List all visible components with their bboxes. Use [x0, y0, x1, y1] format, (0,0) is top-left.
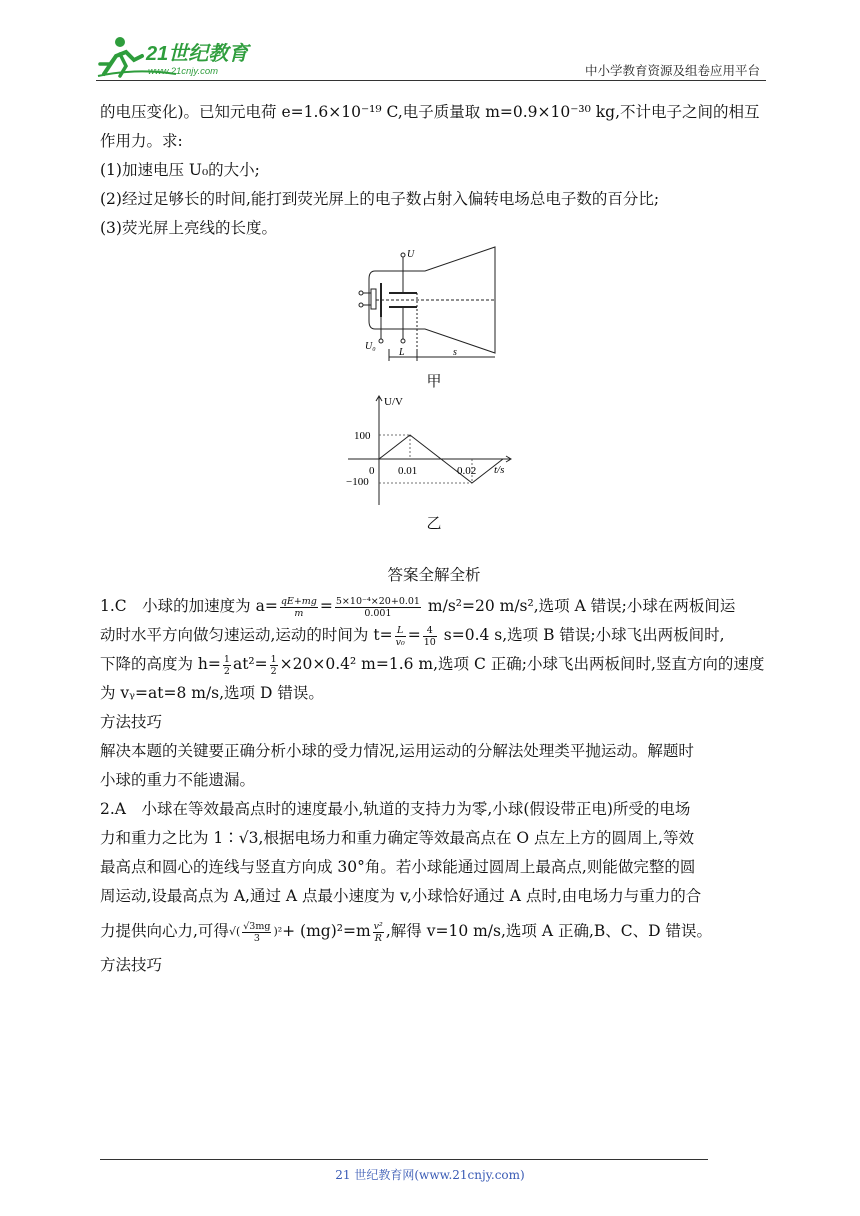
method-tip-1-line-1: 解决本题的关键要正确分析小球的受力情况,运用运动的分解法处理类平抛运动。解题时	[100, 742, 694, 760]
label-U0: U₀	[365, 341, 376, 352]
answer-2-line-1: 2.A 小球在等效最高点时的速度最小,轨道的支持力为零,小球(假设带正电)所受的电场	[100, 800, 691, 818]
answer-1-line-3: 下降的高度为 h= $\frac{1}{2}$ at²= $\frac{1}{2}$ ×20×0.4² m=1.6 m,选项 C 正确;小球飞出两板间时,竖直方向的速度	[100, 653, 765, 677]
footer-divider	[100, 1159, 708, 1160]
site-logo-icon	[96, 34, 266, 80]
logo-url: www.21cnjy.com	[148, 66, 219, 77]
page-header	[96, 34, 766, 82]
caption-jia: 甲	[426, 372, 442, 390]
tick-minus-100: −100	[346, 476, 369, 488]
fraction: $\frac{√3mg}{3}$	[243, 920, 271, 944]
chart-xlabel: t/s	[494, 464, 505, 476]
oscilloscope-tube-diagram	[355, 245, 515, 367]
fraction: $\frac{1}{2}$	[223, 653, 230, 677]
method-tip-title-2: 方法技巧	[100, 956, 163, 974]
question-1: (1)加速电压 U₀的大小;	[100, 161, 260, 179]
fraction: $\frac{\text{5×10⁻⁴×20+0.01}}{0.001}$	[335, 595, 420, 619]
answer-1-line-4: 为 vᵧ=at=8 m/s,选项 D 错误。	[100, 684, 324, 702]
answer-2-line-5: 力提供向心力,可得√( $\frac{√3mg}{3}$ )²+ (mg)²=m $\frac{\text{v²}}{R}$ ,解得 v=10 m/s,选项 A 正确,B、C、D 错误。	[100, 911, 768, 951]
method-tip-1-line-2: 小球的重力不能遗漏。	[100, 771, 256, 789]
sqrt-expression: √( $\frac{√3mg}{3}$ )²	[228, 920, 283, 944]
fraction: $\frac{\text{v²}}{R}$	[373, 920, 383, 944]
figure-jia	[100, 243, 768, 369]
answer-1-line-2: 动时水平方向做匀速运动,运动的时间为 t= $\frac{L}{\text{v₀}}$ = $\frac{4}{10}$ s=0.4 s,选项 B 错误;小球飞出两板间时,	[100, 624, 725, 648]
answer-2-line-2: 力和重力之比为 1∶√3,根据电场力和重力确定等效最高点在 O 点左上方的圆周上,等效	[100, 829, 694, 847]
tick-0.01: 0.01	[398, 465, 418, 477]
label-s: s	[453, 347, 457, 358]
tick-0.02: 0.02	[457, 465, 477, 477]
method-tip-title-1: 方法技巧	[100, 713, 163, 731]
fraction: $\frac{1}{2}$	[270, 653, 277, 677]
page-content	[100, 98, 768, 980]
header-tagline: 中小学教育资源及组卷应用平台	[584, 63, 760, 78]
voltage-time-chart	[340, 393, 530, 511]
fraction: $\frac{L}{\text{v₀}}$	[395, 624, 405, 648]
answer-2-line-3: 最高点和圆心的连线与竖直方向成 30°角。若小球能通过圆周上最高点,则能做完整的圆	[100, 858, 696, 876]
question-2: (2)经过足够长的时间,能打到荧光屏上的电子数占射入偏转电场总电子数的百分比;	[100, 190, 660, 208]
tick-100: 100	[354, 430, 371, 442]
footer-text: 21 世纪教育网(www.21cnjy.com)	[335, 1168, 525, 1182]
label-U: U	[407, 249, 415, 260]
chart-ylabel: U/V	[384, 396, 403, 408]
question-3: (3)荧光屏上亮线的长度。	[100, 219, 277, 237]
tick-0: 0	[369, 465, 375, 477]
header-divider	[96, 80, 766, 81]
answers-title: 答案全解全析	[387, 566, 481, 584]
fraction: $\frac{4}{10}$	[423, 624, 436, 648]
caption-yi: 乙	[426, 514, 442, 532]
fraction: $\frac{qE+mg}{m}$	[280, 595, 317, 619]
answer-1-line-1: 1.C 小球的加速度为 a= $\frac{qE+mg}{m}$ = $\frac{\text{5×10⁻⁴×20+0.01}}{0.001}$ m/s²=20 m/s²,选项 A 错误;小球在两板间运	[100, 595, 736, 619]
figure-yi	[100, 393, 768, 511]
problem-line-1: 的电压变化)。已知元电荷 e=1.6×10⁻¹⁹ C,电子质量取 m=0.9×10⁻³⁰ kg,不计电子之间的相互	[100, 103, 760, 121]
answer-2-line-4: 周运动,设最高点为 A,通过 A 点最小速度为 v,小球恰好通过 A 点时,由电场力与重力的合	[100, 887, 702, 905]
problem-line-2: 作用力。求:	[100, 132, 183, 150]
label-L: L	[399, 347, 405, 358]
logo-text: 21世纪教育	[146, 43, 249, 65]
